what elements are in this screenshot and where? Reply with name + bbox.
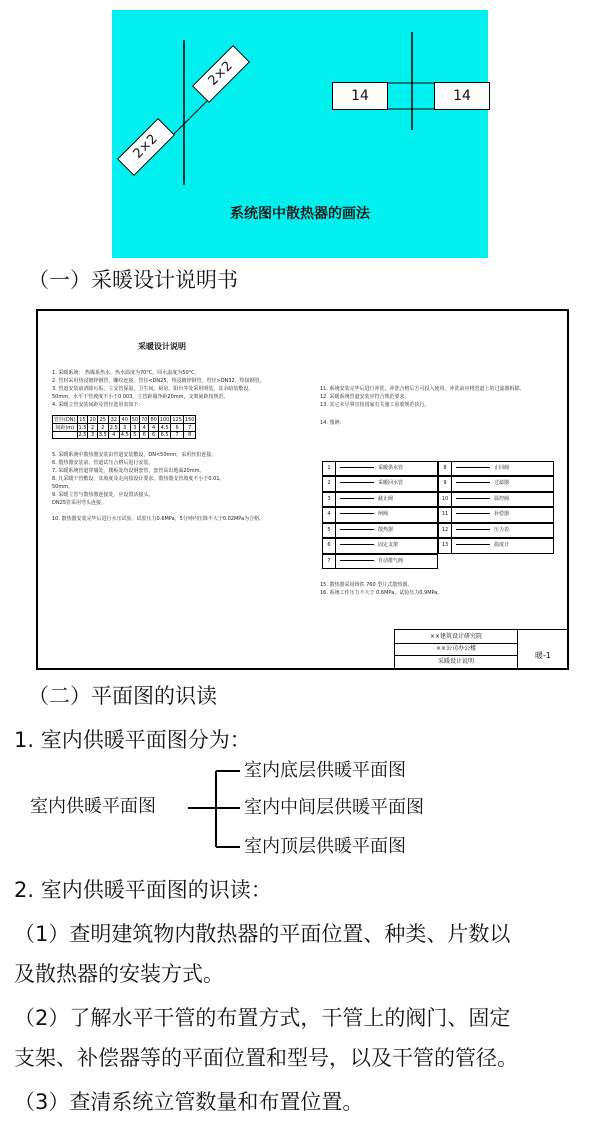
notes-left: [52, 369, 310, 409]
paragraph-1-line-1: （1）查明建筑物内散热器的平面位置、种类、片数以: [14, 922, 511, 946]
legend-row: [438, 507, 554, 522]
note-line: 5. 采暖系统中散热器安装由管道安装敷设，DN<50mm，采用丝扣连接。: [52, 452, 217, 458]
table-cell: 6: [149, 432, 158, 439]
title-block-number: 暖-1: [535, 651, 551, 660]
table-cell: 15: [77, 416, 88, 424]
legend-symbol: [340, 529, 374, 530]
legend-label: 补偿器: [494, 511, 510, 518]
legend-number: 5: [323, 524, 336, 537]
legend-label: 温控阀: [494, 495, 510, 502]
legend-label: 散热器: [378, 526, 394, 533]
table-cell: 3: [130, 424, 139, 432]
note-line: 4. 采暖立管安装间距及管径选用表如下：: [52, 402, 144, 408]
radiator-box-left: 14: [332, 82, 388, 110]
radiator-box-right: 14: [434, 82, 490, 110]
table-cell: 管径(DN): [54, 417, 76, 423]
legend-row: [438, 461, 554, 476]
table-cell: 8: [183, 432, 196, 439]
legend-row: [322, 538, 438, 553]
note-line: 16. 系统工作压力不大于 0.6MPa，试验压力0.9MPa。: [320, 590, 443, 596]
legend-row: [322, 554, 438, 569]
table-cell: 2.5: [109, 424, 118, 431]
legend-table: [322, 461, 554, 569]
radiator-lower: 2×2: [117, 118, 175, 176]
title-block-company: ××建筑设计研究院: [395, 630, 518, 644]
legend-label: 固定支架: [378, 542, 399, 549]
legend-symbol: [340, 498, 374, 499]
title-block-project: ××公司办公楼: [395, 643, 518, 656]
table-cell: 70: [141, 416, 148, 423]
legend-symbol: [456, 498, 490, 499]
legend-row: [438, 476, 554, 491]
paragraph-2-line-2: 支架、补偿器等的平面位置和型号，以及干管的管径。: [14, 1046, 518, 1070]
legend-number: 10: [439, 493, 452, 506]
legend-row: [322, 461, 438, 476]
legend-symbol: [340, 513, 374, 514]
legend-symbol: [340, 560, 374, 561]
legend-number: 3: [323, 493, 336, 506]
legend-symbol: [340, 467, 374, 468]
table-cell: 32: [108, 416, 119, 424]
legend-symbol: [456, 513, 490, 514]
legend-row: [322, 507, 438, 522]
table-cell: 50: [131, 416, 139, 423]
legend-number: 11: [439, 508, 452, 521]
tree-bracket: [188, 768, 248, 852]
table-cell: 4: [140, 424, 149, 432]
table-cell: 6: [171, 424, 184, 432]
table-cell: 100: [159, 416, 170, 423]
legend-label: 采暖回水管: [378, 480, 404, 487]
table-cell: 4.5: [120, 432, 129, 438]
section1-heading: （一）采暖设计说明书: [28, 268, 238, 292]
legend-symbol: [456, 467, 490, 468]
legend-symbol: [456, 529, 490, 530]
note-line: 8. 凡采暖干管敷设，其坡度及走向按设计要求，散热器支管坡度不小于0.01。: [52, 476, 225, 482]
legend-row: [322, 476, 438, 491]
table-cell: 4: [149, 424, 158, 432]
drawing-title: 采暖设计说明: [138, 341, 186, 351]
radiator-figure: [112, 10, 488, 258]
note-line: 7. 采暖系统管道穿墙处，楼板处均设钢套管，套管高出地面20mm。: [52, 468, 205, 474]
note-line: 13. 其它未尽事宜按国家有关施工验收规范执行。: [320, 402, 430, 408]
table-cell: 2.5: [78, 432, 87, 438]
legend-label: 采暖供水管: [378, 465, 404, 471]
legend-row: [322, 492, 438, 507]
paragraph-3: （3）查清系统立管数量和布置位置。: [14, 1090, 364, 1114]
legend-label: 压力表: [494, 526, 510, 533]
notes-left-after: [52, 451, 310, 523]
note-line: 9. 采暖立管与散热器连接处，应设置活接头。: [52, 492, 154, 498]
item2-text: 2. 室内供暖平面图的识读：: [14, 878, 272, 902]
legend-number: 13: [439, 539, 452, 552]
note-line: 50mm。: [52, 484, 74, 490]
legend-number: 7: [323, 555, 336, 568]
note-line: DN25管采用弯头连接。: [52, 500, 106, 506]
table-cell: 1.5: [78, 424, 87, 431]
legend-row: [438, 523, 554, 538]
tree-root: 室内供暖平面图: [30, 796, 156, 817]
paragraph-1-line-2: 及散热器的安装方式。: [14, 962, 224, 986]
table-cell: 7: [171, 432, 184, 439]
note-line: 10. 散热器安装完毕后进行水压试验，试验压力0.6MPa，5分钟内压降不大于0.02MPa为合格。: [52, 516, 265, 522]
table-cell: 125: [172, 416, 182, 423]
table-cell: 25: [97, 416, 108, 424]
item1-text: 1. 室内供暖平面图分为：: [14, 728, 251, 752]
table-cell: 5: [130, 432, 139, 439]
legend-symbol: [340, 544, 374, 545]
legend-label: 闸阀: [378, 511, 389, 518]
note-line: 12. 采暖系统管道安装应符合规范要求。: [320, 394, 410, 400]
legend-symbol: [340, 482, 374, 483]
section2-heading: （二）平面图的识读: [28, 684, 217, 708]
table-cell: 6.5: [158, 432, 171, 439]
legend-number: 4: [323, 508, 336, 521]
table-cell: 20: [89, 416, 96, 423]
legend-symbol: [456, 544, 490, 545]
table-cell: 4: [108, 432, 119, 439]
pipe-spacing-table: [52, 415, 196, 439]
notes-right: [320, 385, 556, 427]
legend-label: 自动排气阀: [378, 557, 404, 564]
figure-caption: 系统图中散热器的画法: [230, 206, 370, 222]
legend-number: 1: [323, 462, 336, 475]
legend-label: 止回阀: [494, 465, 510, 471]
table-cell: 80: [150, 416, 157, 423]
table-cell: 4.5: [158, 424, 171, 432]
note-line: 50mm，水平干管坡度不小于0.003，立管距墙净距20mm，支架间距按规范。: [52, 394, 229, 400]
title-block: [394, 629, 568, 669]
notes-right-after: [320, 581, 556, 597]
paragraph-2-line-1: （2）了解水平干管的布置方式，干管上的阀门、固定: [14, 1006, 511, 1030]
legend-symbol: [456, 482, 490, 483]
legend-number: 8: [439, 462, 452, 475]
note-line: 11. 系统安装完毕后进行冲洗，冲洗合格后方可投入使用，冲洗前应将管道上的过滤器拆除。: [320, 386, 525, 392]
tree-branch-middle-floor: 室内中间层供暖平面图: [244, 797, 424, 818]
note-line: 6. 散热器安装前，管道试压合格后进行安装。: [52, 460, 154, 466]
table-cell: 150: [184, 416, 195, 423]
table-cell: 40: [119, 416, 130, 424]
legend-label: 截止阀: [378, 495, 394, 502]
legend-row: [438, 538, 554, 553]
legend-label: 过滤器: [494, 480, 510, 487]
tree-branch-bottom-floor: 室内底层供暖平面图: [244, 760, 406, 781]
legend-row: [438, 492, 554, 507]
table-cell: 2: [88, 424, 97, 432]
radiator-upper: 2×2: [192, 45, 250, 103]
note-line: 2. 管材采用热浸镀锌钢管，螺纹连接，管径<DN25，热浸镀锌钢管，管径>DN32，焊接钢管。: [52, 378, 265, 384]
legend-row: [322, 523, 438, 538]
legend-number: 12: [439, 524, 452, 537]
legend-number: 9: [439, 477, 452, 490]
table-cell: 3: [88, 432, 97, 439]
table-cell: 3.5: [98, 432, 107, 438]
table-cell: 间距(m): [53, 424, 78, 432]
note-line: 14. 图例：: [320, 420, 345, 426]
legend-number: 6: [323, 539, 336, 552]
note-line: 1. 采暖系统： 热媒系热水，热水温度为70°C，回水温度为50°C。: [52, 370, 200, 376]
tree-branch-top-floor: 室内顶层供暖平面图: [244, 836, 406, 857]
note-line: 15. 散热器采用铸铁 760 型片式散热器。: [320, 582, 413, 588]
title-block-sheet: 采暖设计说明: [395, 655, 518, 669]
note-line: 3. 管道安装前清除污垢，立支管保温，卫生间、厨房、阳台等处采用明装，其余暗装敷设。: [52, 386, 254, 392]
table-cell: 2: [97, 424, 108, 432]
table-cell: 6: [140, 432, 149, 439]
legend-number: 2: [323, 477, 336, 490]
table-cell: 3: [119, 424, 130, 432]
table-cell: 7: [183, 424, 196, 432]
legend-label: 温度计: [494, 542, 510, 549]
table-cell: [53, 432, 78, 439]
design-spec-drawing: [36, 309, 569, 670]
